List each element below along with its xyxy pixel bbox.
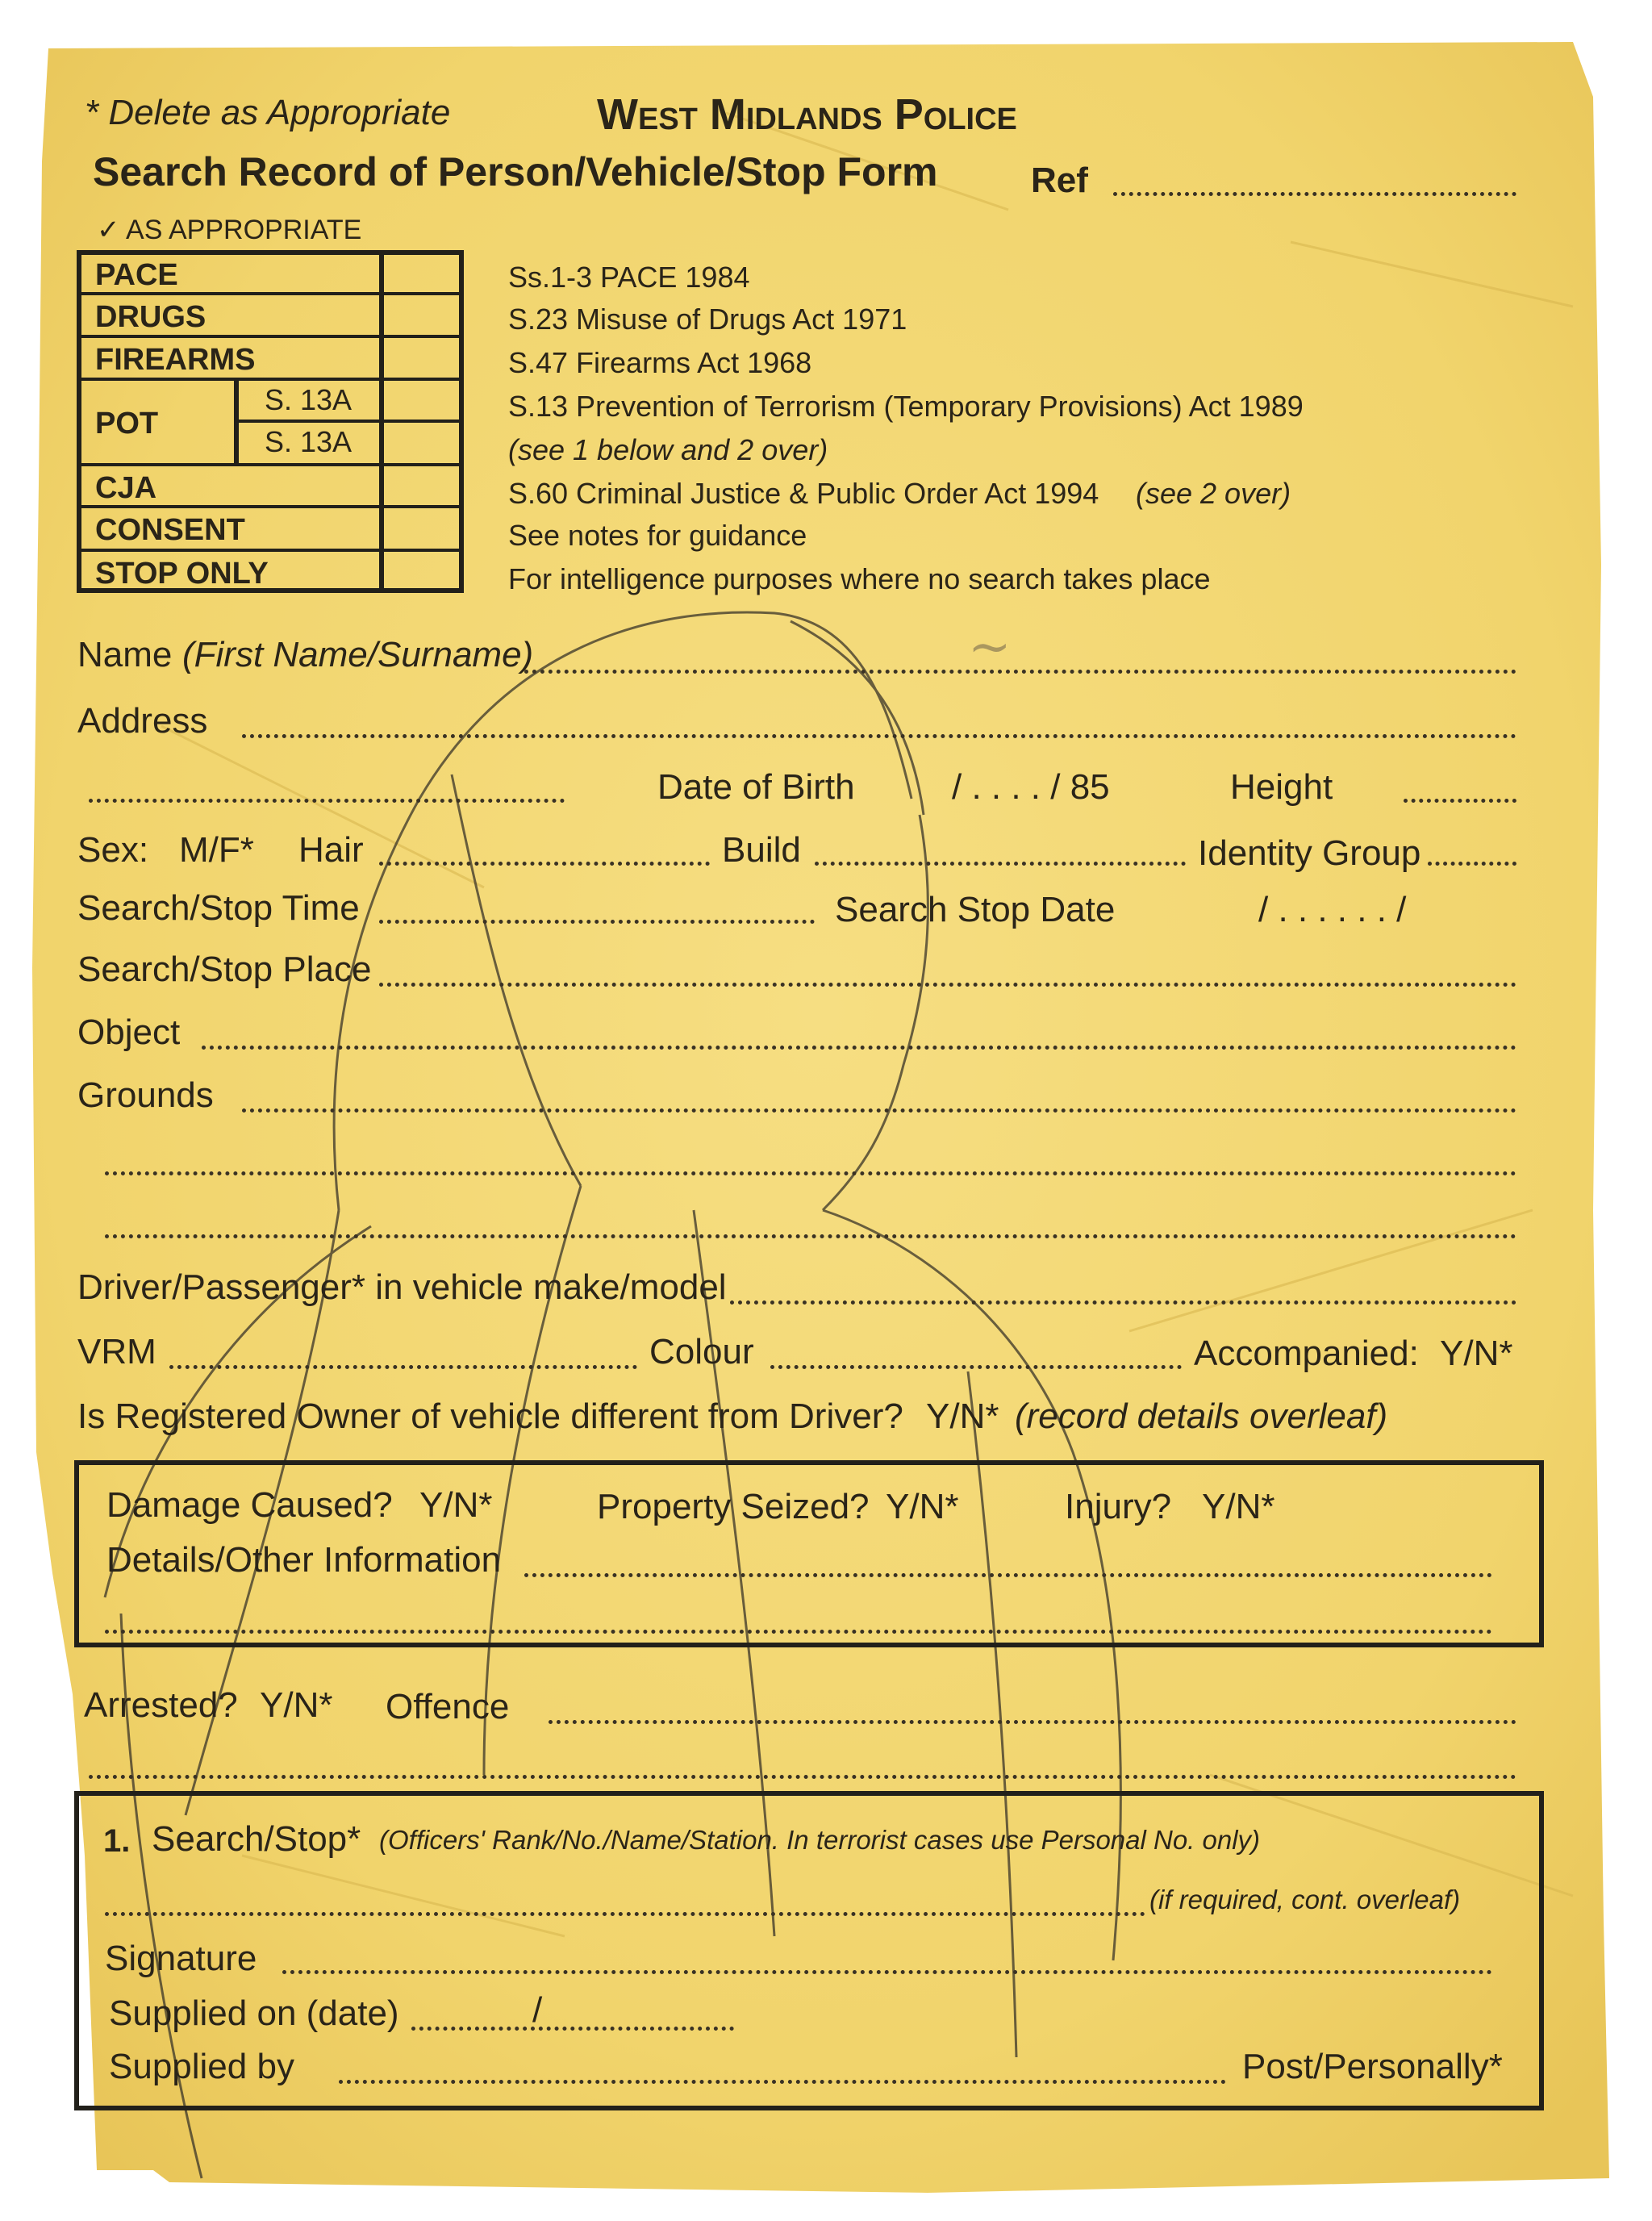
- object-field[interactable]: [202, 1046, 1516, 1050]
- supplied-on-field[interactable]: [411, 2027, 734, 2031]
- driver-label: Driver/Passenger* in vehicle make/model: [77, 1267, 727, 1307]
- details-label: Details/Other Information: [106, 1540, 502, 1580]
- form-title: Search Record of Person/Vehicle/Stop Form: [93, 149, 938, 194]
- hair-label: Hair: [298, 830, 364, 870]
- officer-hint: (Officers' Rank/No./Name/Station. In terrorist cases use Personal No. only): [379, 1825, 1261, 1855]
- handwriting-mark: ~: [968, 617, 1012, 677]
- act-drugs: S.23 Misuse of Drugs Act 1971: [508, 303, 907, 336]
- details-line-2[interactable]: [105, 1630, 1492, 1634]
- build-label: Build: [722, 830, 801, 870]
- dob-label: Date of Birth: [657, 767, 855, 807]
- seized-options[interactable]: Y/N*: [886, 1487, 959, 1526]
- damage-label: Damage Caused?: [106, 1485, 393, 1525]
- colour-label: Colour: [649, 1332, 754, 1371]
- address-label: Address: [77, 701, 208, 741]
- vrm-field[interactable]: [169, 1365, 637, 1369]
- as-appropriate-note: ✓ AS APPROPRIATE: [97, 215, 362, 245]
- colour-field[interactable]: [770, 1365, 1182, 1369]
- sex-options[interactable]: M/F*: [179, 830, 254, 870]
- height-label: Height: [1230, 767, 1333, 807]
- owner-question: Is Registered Owner of vehicle different from Driver?: [77, 1396, 903, 1436]
- act-pace: Ss.1-3 PACE 1984: [508, 261, 750, 294]
- act-firearms: S.47 Firearms Act 1968: [508, 346, 812, 379]
- org-name: West Midlands Police: [597, 90, 1017, 139]
- check-firearms: FIREARMS: [95, 343, 256, 377]
- arrested-label: Arrested?: [84, 1685, 238, 1725]
- offence-label: Offence: [386, 1687, 510, 1726]
- accompanied-label: Accompanied:: [1194, 1334, 1419, 1373]
- object-label: Object: [77, 1012, 181, 1052]
- grounds-line-2[interactable]: [105, 1171, 1516, 1175]
- injury-options[interactable]: Y/N*: [1202, 1487, 1275, 1526]
- address-line-2[interactable]: [89, 799, 565, 803]
- offence-field[interactable]: [549, 1720, 1516, 1724]
- seized-label: Property Seized?: [597, 1487, 870, 1526]
- arrested-options[interactable]: Y/N*: [260, 1685, 333, 1725]
- date-label: Search Stop Date: [835, 890, 1116, 929]
- supplied-on-value: /: [532, 1990, 543, 2030]
- accompanied-options[interactable]: Y/N*: [1440, 1334, 1513, 1373]
- name-label: Name: [77, 635, 173, 674]
- act-consent: See notes for guidance: [508, 519, 807, 552]
- details-field[interactable]: [524, 1573, 1492, 1577]
- grounds-field[interactable]: [242, 1108, 1516, 1113]
- grounds-line-3[interactable]: [105, 1234, 1516, 1238]
- act-cja: S.60 Criminal Justice & Public Order Act 1994: [508, 477, 1099, 510]
- dob-value[interactable]: / . . . . / 85: [952, 767, 1110, 807]
- delete-note: * Delete as Appropriate: [85, 93, 451, 132]
- hair-field[interactable]: [379, 862, 710, 866]
- act-pot-note: (see 1 below and 2 over): [508, 433, 828, 466]
- name-field[interactable]: [524, 670, 1516, 674]
- build-field[interactable]: [815, 862, 1186, 866]
- injury-label: Injury?: [1065, 1487, 1172, 1526]
- identity-label: Identity Group: [1198, 833, 1421, 873]
- officer-number: 1.: [103, 1823, 131, 1859]
- name-hint: (First Name/Surname): [182, 635, 534, 674]
- identity-field[interactable]: [1428, 862, 1516, 866]
- check-stop-only: STOP ONLY: [95, 557, 269, 591]
- vrm-label: VRM: [77, 1332, 156, 1371]
- act-cja-note: (see 2 over): [1136, 477, 1291, 510]
- address-field[interactable]: [242, 734, 1516, 738]
- continued-note: (if required, cont. overleaf): [1149, 1885, 1461, 1914]
- post-label: Post/Personally*: [1242, 2047, 1503, 2086]
- signature-field[interactable]: [282, 1970, 1492, 1974]
- ref-label: Ref: [1031, 161, 1088, 200]
- grounds-label: Grounds: [77, 1075, 214, 1115]
- signature-label: Signature: [105, 1939, 257, 1978]
- place-label: Search/Stop Place: [77, 950, 372, 989]
- check-pot-b: S. 13A: [265, 425, 353, 458]
- damage-options[interactable]: Y/N*: [419, 1485, 493, 1525]
- search-stop-label: Search/Stop*: [152, 1819, 361, 1859]
- officer-field[interactable]: [105, 1912, 1145, 1916]
- act-stop-only: For intelligence purposes where no search takes place: [508, 562, 1211, 595]
- supplied-by-field[interactable]: [339, 2080, 1226, 2084]
- supplied-by-label: Supplied by: [109, 2047, 294, 2086]
- check-pot: POT: [95, 407, 159, 440]
- date-value[interactable]: / . . . . . . /: [1258, 890, 1407, 929]
- time-label: Search/Stop Time: [77, 888, 360, 928]
- offence-line-2[interactable]: [89, 1775, 1516, 1779]
- check-pace: PACE: [95, 258, 178, 292]
- height-field[interactable]: [1404, 799, 1516, 803]
- check-drugs: DRUGS: [95, 300, 206, 334]
- supplied-on-label: Supplied on (date): [109, 1993, 399, 2033]
- act-pot: S.13 Prevention of Terrorism (Temporary Provisions) Act 1989: [508, 390, 1304, 423]
- ref-field[interactable]: [1113, 192, 1516, 196]
- owner-note: (record details overleaf): [1015, 1396, 1388, 1436]
- check-pot-a: S. 13A: [265, 383, 353, 416]
- place-field[interactable]: [379, 983, 1516, 987]
- check-consent: CONSENT: [95, 513, 245, 547]
- driver-field[interactable]: [730, 1300, 1516, 1305]
- time-field[interactable]: [379, 920, 815, 924]
- owner-options[interactable]: Y/N*: [926, 1396, 999, 1436]
- sex-label: Sex:: [77, 830, 149, 870]
- check-cja: CJA: [95, 471, 157, 505]
